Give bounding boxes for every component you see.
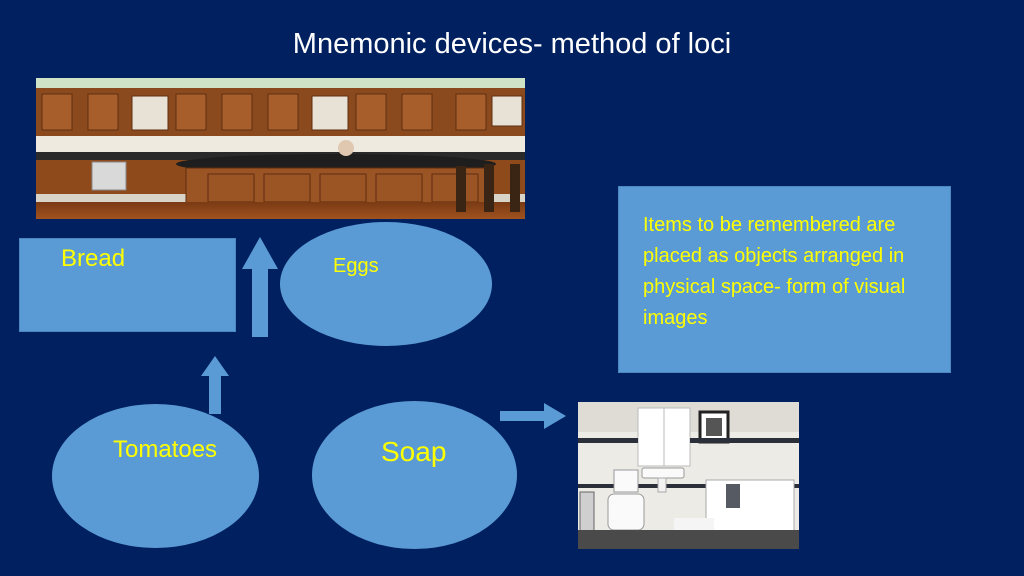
- up-arrow: [242, 237, 278, 337]
- kitchen-image: [36, 78, 525, 219]
- bread-box: [19, 238, 236, 332]
- right-arrow: [500, 403, 566, 429]
- info-text: Items to be remembered are placed as objects arranged in physical space- form of visual images: [643, 214, 906, 329]
- up-arrow: [201, 356, 229, 414]
- bread-label: Bread: [61, 245, 126, 272]
- soap-label: Soap: [381, 436, 447, 467]
- bathroom-image: [578, 402, 799, 549]
- tomatoes-label: Tomatoes: [113, 436, 218, 463]
- eggs-label: Eggs: [333, 255, 379, 277]
- tomatoes-ellipse: [52, 404, 259, 548]
- eggs-ellipse: [280, 222, 492, 346]
- slide-title: Mnemonic devices- method of loci: [292, 28, 732, 60]
- soap-ellipse: [312, 401, 517, 549]
